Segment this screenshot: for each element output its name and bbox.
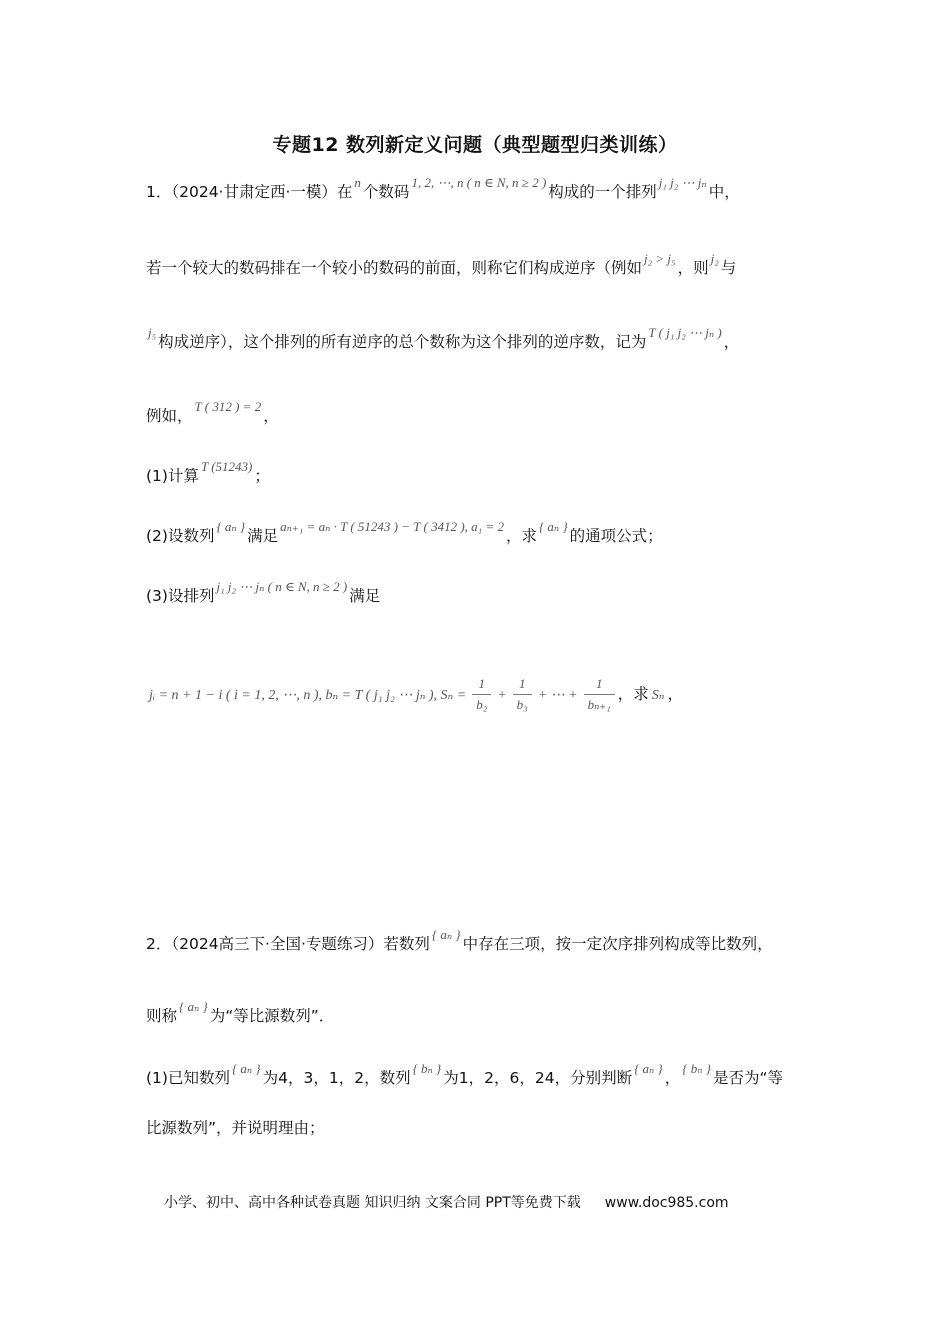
text-comma: ， <box>664 1069 681 1087</box>
footer-text: 小学、初中、高中各种试卷真题 知识归纳 文案合同 PPT等免费下载 <box>164 1195 581 1211</box>
problem2-line2 <box>146 999 335 1027</box>
math-T51243: T (51243) <box>200 459 253 474</box>
problem1-question3 <box>146 579 381 607</box>
problem1-question1 <box>146 459 270 487</box>
footer-link[interactable]: www.doc985.com <box>604 1195 729 1211</box>
text-then: ，则 <box>677 259 709 277</box>
text-geometric-source: 为“等比源数列”． <box>209 1007 335 1025</box>
math-Sn: Sₙ <box>651 688 665 703</box>
math-permutation-2: j₁ j₂ ⋯ jₙ ( n ∈ N, n ≥ 2 ) <box>216 579 348 594</box>
question1-label: (1)已知数列 <box>146 1069 230 1087</box>
math-sequence-bn: { bₙ } <box>412 1061 442 1076</box>
problem1-line4 <box>146 399 279 427</box>
fraction-3-denominator: bₙ₊₁ <box>587 697 611 712</box>
problem1-line2 <box>146 251 737 279</box>
math-T312: T ( 312 ) = 2 <box>194 399 262 414</box>
text-inversion-definition: 若一个较大的数码排在一个较小的数码的前面，则称它们构成逆序（例如 <box>146 259 643 277</box>
text-example: 例如， <box>146 407 193 425</box>
text-digits-label: 个数码 <box>362 183 410 201</box>
math-recurrence: aₙ₊₁ = aₙ · T ( 51243 ) − T ( 3412 ), a₁ = 2 <box>280 519 504 534</box>
text-called: 则称 <box>146 1007 178 1025</box>
math-sequence-an: { aₙ } <box>216 519 246 534</box>
question3-label: (3)设排列 <box>146 587 215 605</box>
math-permutation: j₁ j₂ ⋯ jₙ <box>658 175 707 190</box>
text-find-2: ，求 <box>617 685 649 703</box>
problem1-question3-condition <box>146 674 683 715</box>
math-sequence-an-2: { aₙ } <box>538 519 568 534</box>
math-T-notation: T ( j₁ j₂ ⋯ jₙ ) <box>648 325 722 340</box>
text-three-terms: 中存在三项，按一定次序排列构成等比数列， <box>462 935 773 953</box>
page-title: 专题12 数列新定义问题（典型题型归类训练） <box>272 134 678 156</box>
text-explain: 比源数列”，并说明理由； <box>146 1119 325 1137</box>
problem1-question2 <box>146 519 663 547</box>
text-semicolon: ； <box>254 467 270 485</box>
text-permutation-label: 构成的一个排列 <box>548 183 657 201</box>
fraction-1-numerator: 1 <box>472 674 491 695</box>
math-condition: jᵢ = n + 1 − i ( i = 1, 2, ⋯, n ), bₙ = T ( j₁ j₂ ⋯ jₙ ), Sₙ = <box>149 688 467 703</box>
math-n: n <box>354 175 361 190</box>
fraction-2-denominator: b₃ <box>516 697 528 712</box>
problem1-line1 <box>146 175 740 203</box>
problem1-line3 <box>146 325 740 353</box>
math-j5: j₅ <box>148 325 157 340</box>
text-satisfies-2: 满足 <box>349 587 381 605</box>
math-sequence-an-4: { aₙ } <box>634 1061 663 1076</box>
problem2-question1 <box>146 1061 783 1089</box>
text-general-formula: 的通项公式； <box>569 527 663 545</box>
math-sequence-an: { aₙ } <box>431 927 461 942</box>
question1-label: (1)计算 <box>146 467 199 485</box>
text-comma: ， <box>667 685 683 703</box>
problem2-line1 <box>146 927 773 955</box>
math-sequence-bn-2: { bₙ } <box>682 1061 711 1076</box>
math-example-inequality: j₂ > j₅ <box>644 251 676 266</box>
fraction-2-numerator: 1 <box>513 674 532 695</box>
problem1-intro: 1．（2024·甘肃定西·一模）在 <box>146 183 353 201</box>
fraction-2 <box>513 674 532 715</box>
text-middle: 中， <box>708 183 740 201</box>
math-j2: j₂ <box>710 251 719 266</box>
problem2-intro: 2．（2024高三下·全国·专题练习）若数列 <box>146 935 430 953</box>
question2-label: (2)设数列 <box>146 527 215 545</box>
fraction-3-numerator: 1 <box>584 674 615 695</box>
page-footer <box>164 1192 729 1212</box>
problem2-line4 <box>146 1118 325 1138</box>
text-inversion-count: 构成逆序），这个排列的所有逆序的总个数称为这个排列的逆序数，记为 <box>158 333 647 351</box>
text-an-values: 为4，3，1，2，数列 <box>262 1069 411 1087</box>
math-plus-ellipsis: + ⋯ + <box>537 688 578 703</box>
text-satisfies: 满足 <box>247 527 279 545</box>
math-digits: 1, 2, ⋯, n ( n ∈ N, n ≥ 2 ) <box>411 175 547 190</box>
math-plus: + <box>497 688 507 703</box>
text-and: 与 <box>720 259 737 277</box>
text-find: ，求 <box>505 527 537 545</box>
text-comma: ， <box>723 333 740 351</box>
fraction-1-denominator: b₂ <box>476 697 488 712</box>
math-sequence-an-3: { aₙ } <box>231 1061 261 1076</box>
fraction-1 <box>472 674 491 715</box>
text-bn-values: 为1，2，6，24，分别判断 <box>443 1069 633 1087</box>
text-comma: ， <box>263 407 279 425</box>
text-whether: 是否为“等 <box>712 1069 783 1087</box>
fraction-3 <box>584 674 615 715</box>
math-sequence-an-2: { aₙ } <box>179 999 208 1014</box>
